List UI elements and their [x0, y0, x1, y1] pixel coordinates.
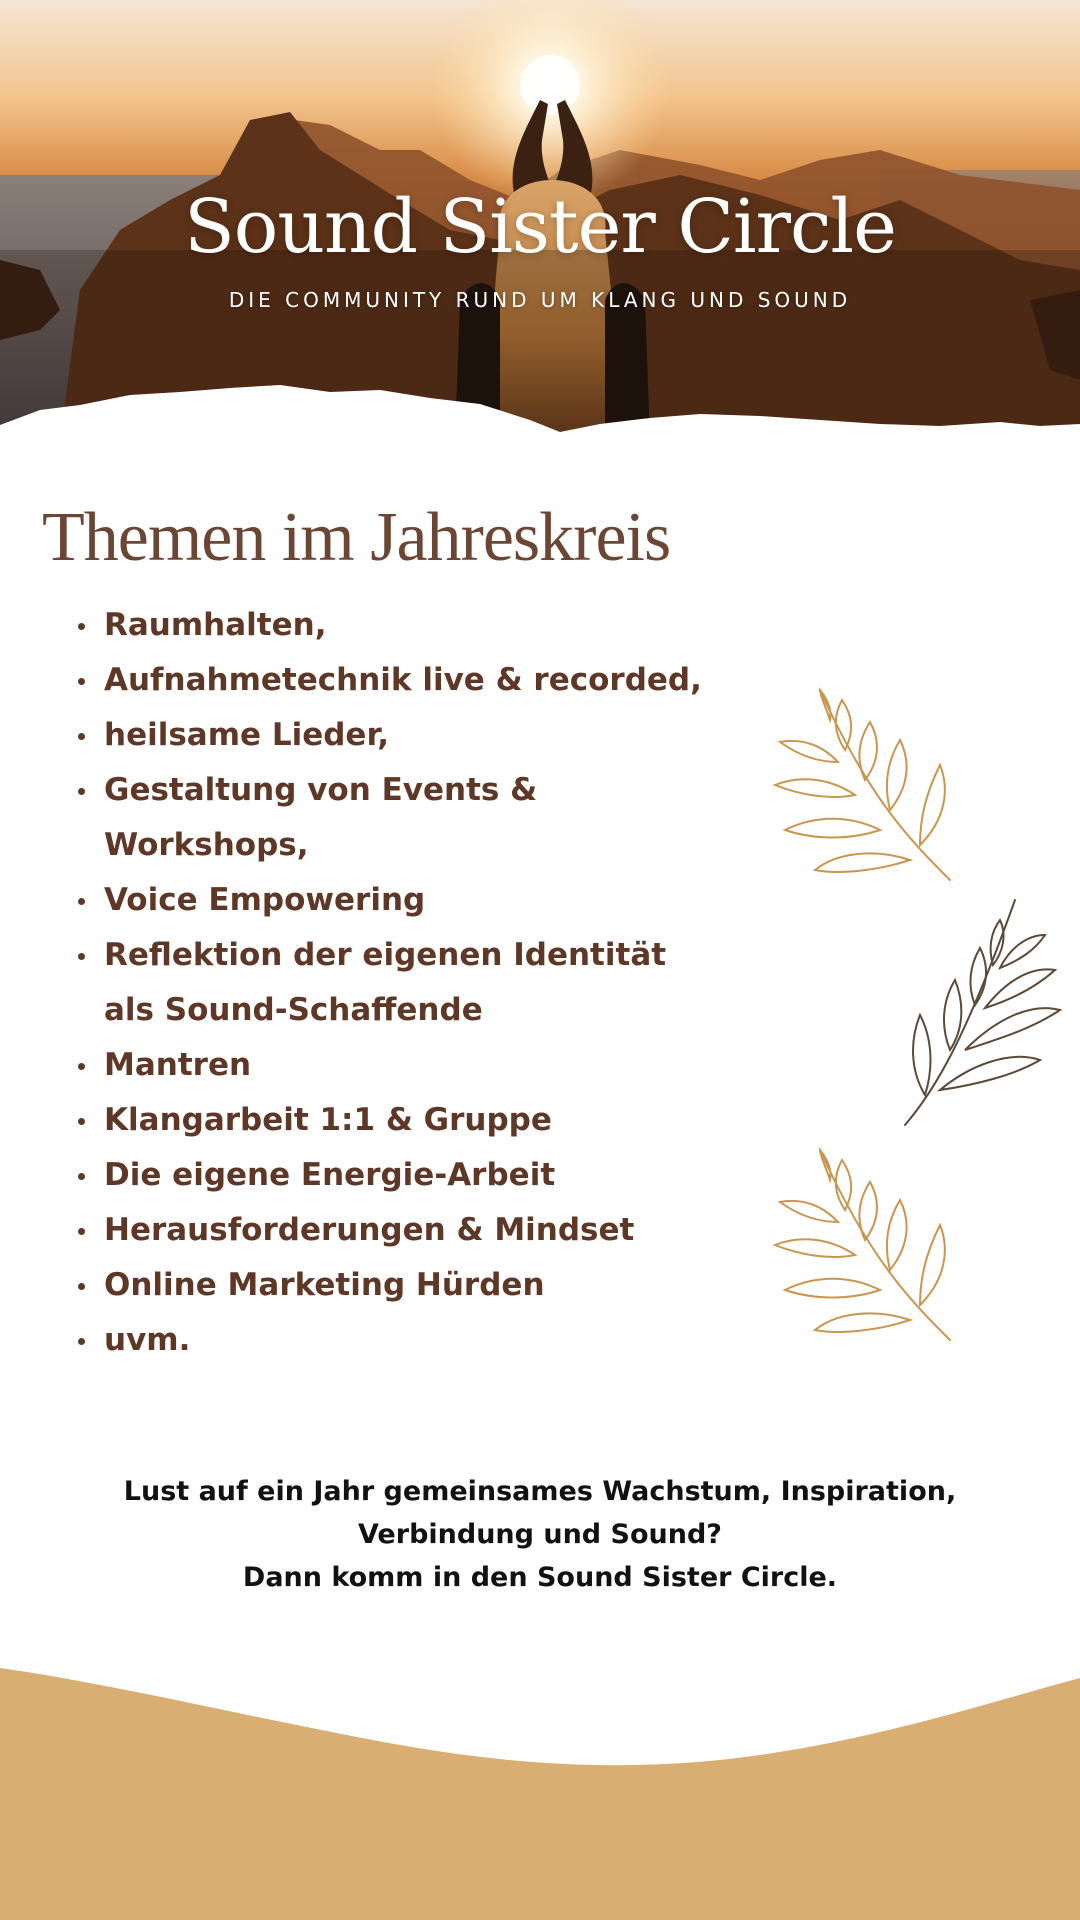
leaf-branch-icon	[895, 890, 1075, 1130]
hero-subtitle: DIE COMMUNITY RUND UM KLANG UND SOUND	[228, 288, 852, 312]
topics-list	[70, 598, 724, 1368]
list-item: Aufnahmetechnik live & recorded,	[104, 653, 724, 708]
list-item: uvm.	[104, 1313, 724, 1368]
list-item: heilsame Lieder,	[104, 708, 724, 763]
list-item: Herausforderungen & Mindset	[104, 1203, 724, 1258]
cta-text-block	[0, 1470, 1080, 1599]
cta-line: Dann komm in den Sound Sister Circle.	[242, 1562, 838, 1593]
section-heading: Themen im Jahreskreis	[42, 499, 671, 576]
hero-title: Sound Sister Circle	[184, 184, 896, 270]
leaf-branch-icon	[760, 1130, 960, 1350]
list-item: Mantren	[104, 1038, 724, 1093]
leaf-branch-icon	[760, 670, 960, 890]
list-item: Klangarbeit 1:1 & Gruppe	[104, 1093, 724, 1148]
hero-text-block	[0, 184, 1080, 312]
list-item: Online Marketing Hürden	[104, 1258, 724, 1313]
list-item: Die eigene Energie-Arbeit	[104, 1148, 724, 1203]
list-item: Gestaltung von Events & Workshops,	[104, 763, 724, 873]
footer-wave	[0, 1660, 1080, 1920]
list-item: Raumhalten,	[104, 598, 724, 653]
hero-banner	[0, 0, 1080, 440]
cta-line: Lust auf ein Jahr gemeinsames Wachstum, Inspiration,	[123, 1476, 957, 1507]
cta-line: Verbindung und Sound?	[358, 1519, 722, 1550]
list-item: Reflektion der eigenen Identität als Sound-Schaffende	[104, 928, 724, 1038]
list-item: Voice Empowering	[104, 873, 724, 928]
